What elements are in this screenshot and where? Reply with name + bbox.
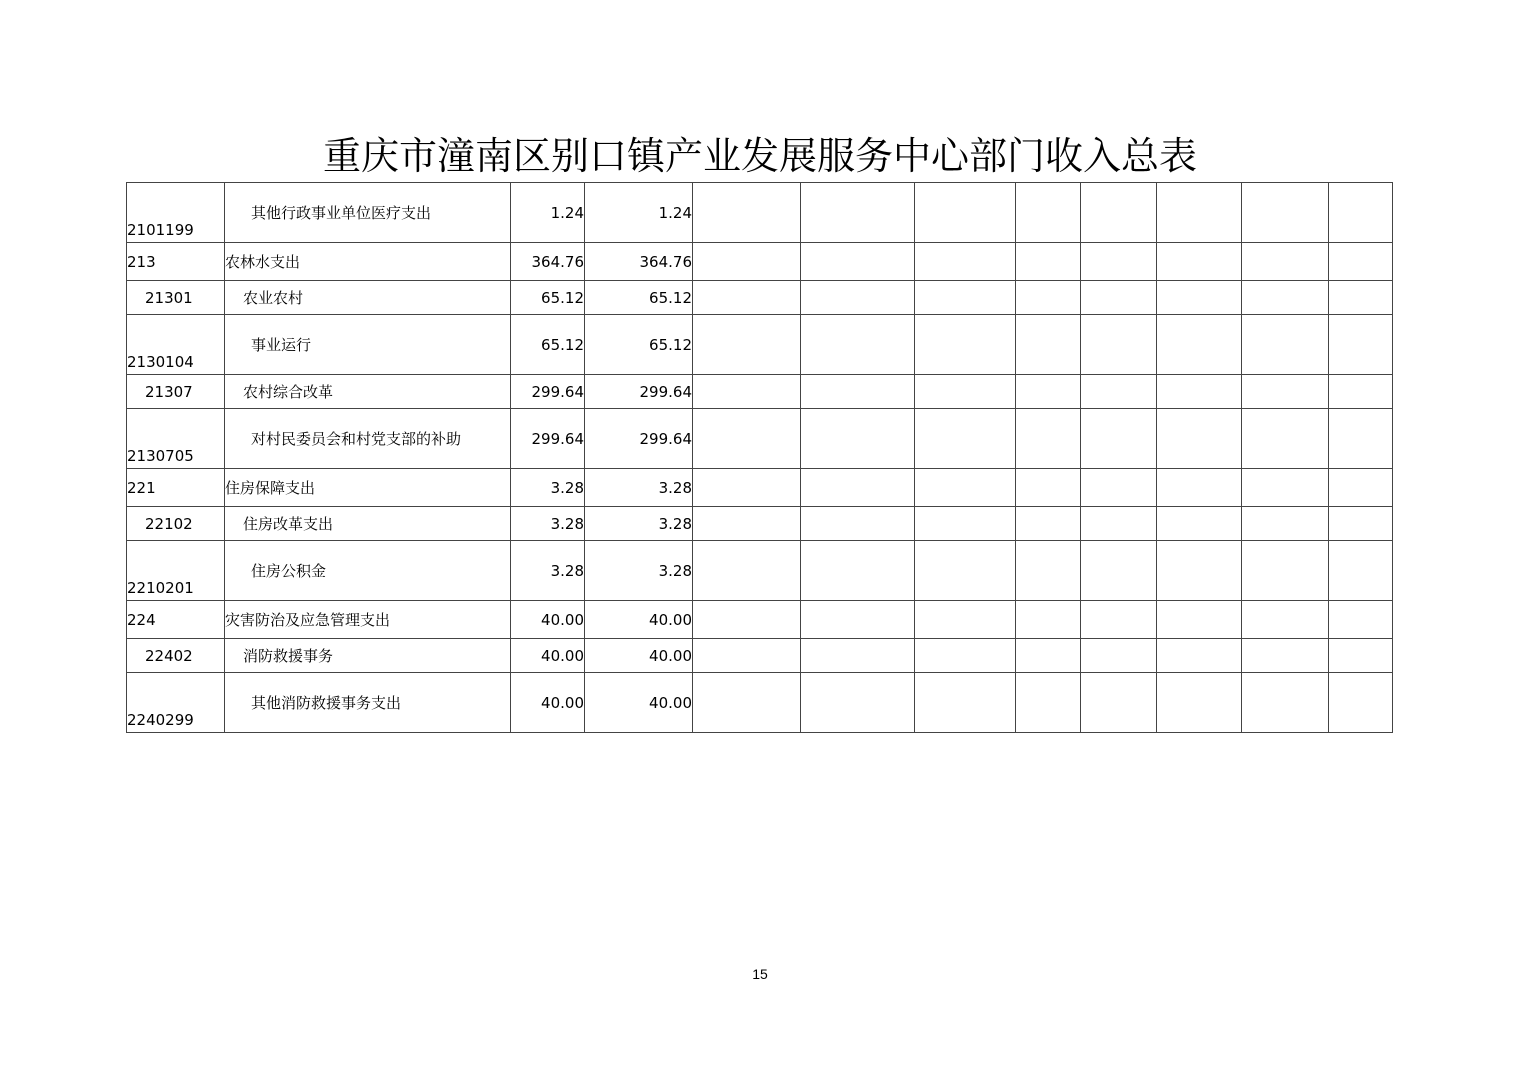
empty-cell (1081, 375, 1157, 409)
subject-name: 住房公积金 (225, 541, 511, 601)
empty-cell (1157, 639, 1242, 673)
empty-cell (1016, 375, 1081, 409)
empty-cell (801, 243, 915, 281)
subject-code: 2130705 (127, 409, 225, 469)
subject-name: 对村民委员会和村党支部的补助 (225, 409, 511, 469)
empty-cell (1242, 469, 1329, 507)
amount-total: 40.00 (511, 673, 585, 733)
table-row (127, 315, 1393, 375)
amount-allocation: 40.00 (585, 639, 693, 673)
subject-name: 其他行政事业单位医疗支出 (225, 183, 511, 243)
empty-cell (1242, 315, 1329, 375)
amount-allocation: 65.12 (585, 315, 693, 375)
subject-code: 22102 (127, 507, 225, 541)
empty-cell (1016, 183, 1081, 243)
empty-cell (915, 409, 1016, 469)
empty-cell (801, 507, 915, 541)
empty-cell (693, 375, 801, 409)
empty-cell (1081, 183, 1157, 243)
empty-cell (915, 281, 1016, 315)
subject-code: 221 (127, 469, 225, 507)
amount-total: 299.64 (511, 409, 585, 469)
empty-cell (801, 281, 915, 315)
amount-allocation: 1.24 (585, 183, 693, 243)
amount-allocation: 3.28 (585, 507, 693, 541)
empty-cell (1242, 409, 1329, 469)
empty-cell (693, 469, 801, 507)
amount-allocation: 40.00 (585, 673, 693, 733)
empty-cell (1329, 673, 1393, 733)
subject-code: 224 (127, 601, 225, 639)
empty-cell (693, 315, 801, 375)
empty-cell (915, 673, 1016, 733)
empty-cell (1329, 281, 1393, 315)
amount-total: 3.28 (511, 507, 585, 541)
empty-cell (1242, 673, 1329, 733)
empty-cell (1016, 281, 1081, 315)
empty-cell (1329, 409, 1393, 469)
amount-allocation: 299.64 (585, 409, 693, 469)
page-number: 15 (752, 966, 768, 982)
empty-cell (1081, 469, 1157, 507)
subject-code: 21307 (127, 375, 225, 409)
amount-allocation: 364.76 (585, 243, 693, 281)
amount-total: 1.24 (511, 183, 585, 243)
empty-cell (801, 469, 915, 507)
empty-cell (1016, 315, 1081, 375)
table-row (127, 507, 1393, 541)
empty-cell (693, 281, 801, 315)
empty-cell (1016, 409, 1081, 469)
empty-cell (1157, 541, 1242, 601)
empty-cell (1016, 601, 1081, 639)
empty-cell (1329, 469, 1393, 507)
table-row (127, 281, 1393, 315)
empty-cell (1329, 507, 1393, 541)
empty-cell (1242, 601, 1329, 639)
empty-cell (1242, 183, 1329, 243)
empty-cell (1329, 541, 1393, 601)
empty-cell (801, 375, 915, 409)
empty-cell (1157, 243, 1242, 281)
empty-cell (1242, 375, 1329, 409)
amount-allocation: 40.00 (585, 601, 693, 639)
empty-cell (1329, 315, 1393, 375)
empty-cell (1329, 639, 1393, 673)
empty-cell (1016, 541, 1081, 601)
empty-cell (915, 183, 1016, 243)
subject-code: 213 (127, 243, 225, 281)
empty-cell (1081, 315, 1157, 375)
empty-cell (1329, 375, 1393, 409)
amount-allocation: 3.28 (585, 469, 693, 507)
amount-total: 40.00 (511, 639, 585, 673)
amount-allocation: 65.12 (585, 281, 693, 315)
amount-allocation: 3.28 (585, 541, 693, 601)
table-row (127, 243, 1393, 281)
empty-cell (915, 639, 1016, 673)
empty-cell (801, 541, 915, 601)
table-row (127, 469, 1393, 507)
empty-cell (915, 243, 1016, 281)
empty-cell (693, 601, 801, 639)
empty-cell (1081, 601, 1157, 639)
empty-cell (1242, 281, 1329, 315)
table-row (127, 639, 1393, 673)
subject-name: 灾害防治及应急管理支出 (225, 601, 511, 639)
empty-cell (1157, 375, 1242, 409)
empty-cell (1242, 243, 1329, 281)
amount-total: 299.64 (511, 375, 585, 409)
empty-cell (1081, 639, 1157, 673)
subject-code: 2210201 (127, 541, 225, 601)
empty-cell (1016, 639, 1081, 673)
subject-name: 农林水支出 (225, 243, 511, 281)
subject-code: 2101199 (127, 183, 225, 243)
empty-cell (1242, 541, 1329, 601)
empty-cell (915, 541, 1016, 601)
empty-cell (1016, 469, 1081, 507)
table-row (127, 541, 1393, 601)
empty-cell (1081, 281, 1157, 315)
empty-cell (1157, 507, 1242, 541)
empty-cell (1081, 541, 1157, 601)
empty-cell (801, 183, 915, 243)
empty-cell (1329, 243, 1393, 281)
table-row (127, 601, 1393, 639)
empty-cell (1016, 243, 1081, 281)
subject-name: 消防救援事务 (225, 639, 511, 673)
empty-cell (915, 469, 1016, 507)
empty-cell (1157, 281, 1242, 315)
empty-cell (1157, 183, 1242, 243)
empty-cell (1157, 673, 1242, 733)
empty-cell (693, 673, 801, 733)
amount-total: 3.28 (511, 541, 585, 601)
empty-cell (1016, 507, 1081, 541)
empty-cell (801, 315, 915, 375)
subject-name: 住房改革支出 (225, 507, 511, 541)
empty-cell (1329, 601, 1393, 639)
empty-cell (1329, 183, 1393, 243)
empty-cell (1016, 673, 1081, 733)
empty-cell (915, 375, 1016, 409)
subject-name: 住房保障支出 (225, 469, 511, 507)
empty-cell (801, 673, 915, 733)
empty-cell (801, 409, 915, 469)
empty-cell (1081, 243, 1157, 281)
amount-total: 65.12 (511, 315, 585, 375)
empty-cell (693, 243, 801, 281)
table-row (127, 673, 1393, 733)
amount-total: 65.12 (511, 281, 585, 315)
empty-cell (1081, 673, 1157, 733)
subject-code: 2240299 (127, 673, 225, 733)
amount-total: 3.28 (511, 469, 585, 507)
document-title: 重庆市潼南区别口镇产业发展服务中心部门收入总表 (322, 134, 1197, 178)
income-summary-table (126, 182, 1393, 733)
empty-cell (693, 541, 801, 601)
amount-total: 364.76 (511, 243, 585, 281)
empty-cell (1157, 315, 1242, 375)
subject-code: 22402 (127, 639, 225, 673)
amount-allocation: 299.64 (585, 375, 693, 409)
amount-total: 40.00 (511, 601, 585, 639)
table-row (127, 183, 1393, 243)
subject-name: 其他消防救援事务支出 (225, 673, 511, 733)
empty-cell (693, 639, 801, 673)
table-row (127, 409, 1393, 469)
empty-cell (1081, 507, 1157, 541)
empty-cell (1081, 409, 1157, 469)
subject-code: 2130104 (127, 315, 225, 375)
subject-name: 事业运行 (225, 315, 511, 375)
empty-cell (693, 183, 801, 243)
empty-cell (915, 315, 1016, 375)
empty-cell (915, 601, 1016, 639)
empty-cell (1242, 507, 1329, 541)
table-row (127, 375, 1393, 409)
empty-cell (693, 507, 801, 541)
empty-cell (801, 601, 915, 639)
empty-cell (915, 507, 1016, 541)
empty-cell (801, 639, 915, 673)
empty-cell (1157, 409, 1242, 469)
subject-name: 农村综合改革 (225, 375, 511, 409)
empty-cell (1157, 469, 1242, 507)
empty-cell (1242, 639, 1329, 673)
empty-cell (693, 409, 801, 469)
subject-name: 农业农村 (225, 281, 511, 315)
empty-cell (1157, 601, 1242, 639)
subject-code: 21301 (127, 281, 225, 315)
